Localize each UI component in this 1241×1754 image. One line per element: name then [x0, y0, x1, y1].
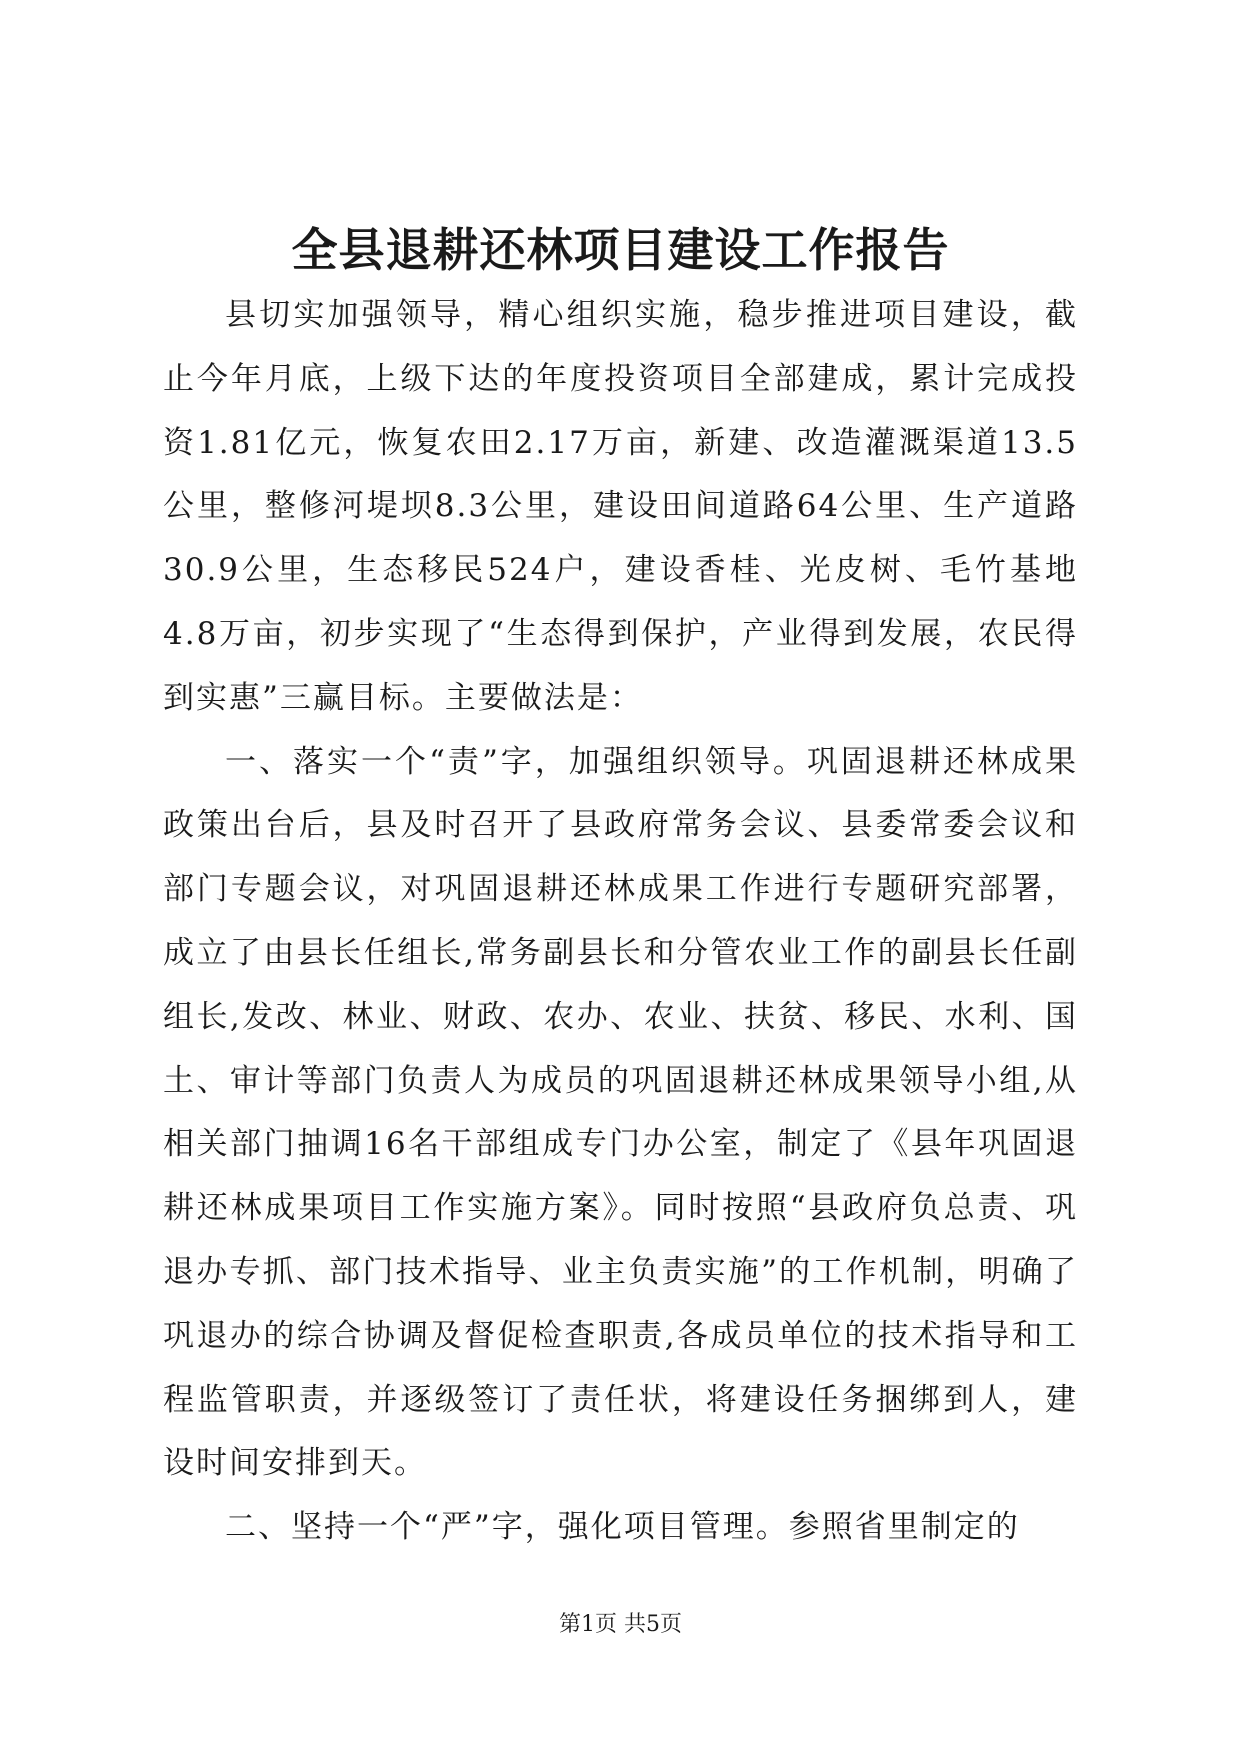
paragraph-intro: 县切实加强领导，精心组织实施，稳步推进项目建设，截止今年月底，上级下达的年度投资项目全部建成，累计完成投资1.81亿元，恢复农田2.17万亩，新建、改造灌溉渠道13.5公里，整修河堤坝8.3公里，建设田间道路64公里、生产道路30.9公里，生态移民524户，建设香桂、光皮树、毛竹基地4.8万亩，初步实现了“生态得到保护，产业得到发展，农民得到实惠”三赢目标。主要做法是：: [163, 297, 1078, 716]
paragraph-section-1: 一、落实一个“责”字，加强组织领导。巩固退耕还林成果政策出台后，县及时召开了县政府常务会议、县委常委会议和部门专题会议，对巩固退耕还林成果工作进行专题研究部署，成立了由县长任组长,常务副县长和分管农业工作的副县长任副组长,发改、林业、财政、农办、农业、扶贫、移民、水利、国土、审计等部门负责人为成员的巩固退耕还林成果领导小组,从相关部门抽调16名干部组成专门办公室，制定了《县年巩固退耕还林成果项目工作实施方案》。同时按照“县政府负总责、巩退办专抓、部门技术指导、业主负责实施”的工作机制，明确了巩退办的综合协调及督促检查职责,各成员单位的技术指导和工程监管职责，并逐级签订了责任状，将建设任务捆绑到人，建设时间安排到天。: [163, 743, 1078, 1482]
paragraph-section-2: 二、坚持一个“严”字，强化项目管理。参照省里制定的: [225, 1509, 1020, 1546]
document-title: 全县退耕还林项目建设工作报告: [291, 223, 950, 277]
document-body: [163, 284, 1078, 1560]
page-number-footer: 第1页 共5页: [559, 1612, 682, 1637]
